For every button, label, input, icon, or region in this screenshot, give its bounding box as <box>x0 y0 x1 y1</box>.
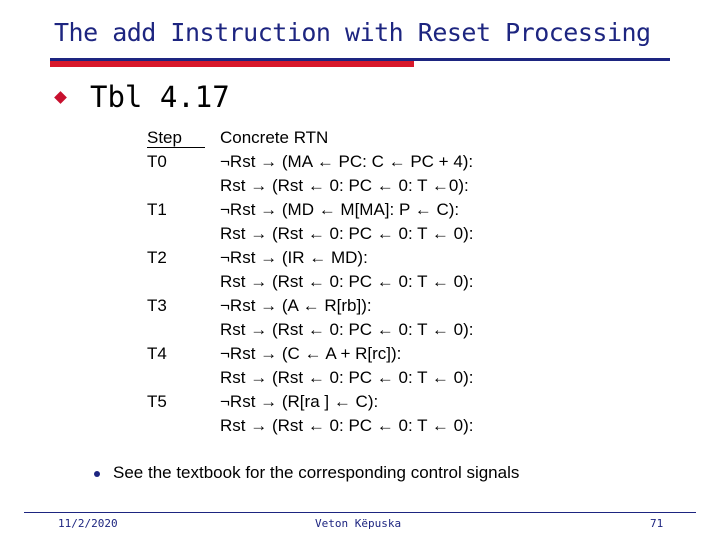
footer-divider <box>24 512 696 513</box>
title-underline-red <box>50 61 414 67</box>
step-cell: T5 <box>147 392 167 411</box>
bullet-item: Tbl 4.17 <box>90 80 230 114</box>
slide-title: The add Instruction with Reset Processing <box>54 18 651 47</box>
diamond-bullet-icon <box>54 91 67 104</box>
footer-date: 11/2/2020 <box>58 517 118 530</box>
rtn-cell: ¬Rst → (R[ra ] ← C): <box>220 392 379 411</box>
rtn-cell: ¬Rst → (A ← R[rb]): <box>220 296 372 315</box>
rtn-cell: Rst → (Rst ← 0: PC ← 0: T ← 0): <box>220 224 474 243</box>
step-cell: T4 <box>147 344 167 363</box>
rtn-cell: ¬Rst → (MA ← PC: C ← PC + 4): <box>220 152 474 171</box>
rtn-cell: Rst → (Rst ← 0: PC ← 0: T ← 0): <box>220 320 474 339</box>
step-cell: T3 <box>147 296 167 315</box>
rtn-cell: ¬Rst → (IR ← MD): <box>220 248 368 267</box>
rtn-cell: Rst → (Rst ← 0: PC ← 0: T ← 0): <box>220 416 474 435</box>
step-cell: T1 <box>147 200 167 219</box>
header-rtn: Concrete RTN <box>220 128 329 147</box>
header-step: Step <box>147 128 205 148</box>
rtn-cell: ¬Rst → (MD ← M[MA]: P ← C): <box>220 200 460 219</box>
rtn-cell: Rst → (Rst ← 0: PC ← 0: T ← 0): <box>220 272 474 291</box>
footer-author: Veton Këpuska <box>315 517 402 530</box>
step-cell: T0 <box>147 152 167 171</box>
note-bullet-icon <box>94 471 100 477</box>
rtn-cell: Rst → (Rst ← 0: PC ← 0: T ← 0): <box>220 368 474 387</box>
footer-page-number: 71 <box>650 517 664 530</box>
rtn-cell: ¬Rst → (C ← A + R[rc]): <box>220 344 402 363</box>
note-text: See the textbook for the corresponding control signals <box>113 463 520 482</box>
rtn-cell: Rst → (Rst ← 0: PC ← 0: T ←0): <box>220 176 469 195</box>
step-cell: T2 <box>147 248 167 267</box>
